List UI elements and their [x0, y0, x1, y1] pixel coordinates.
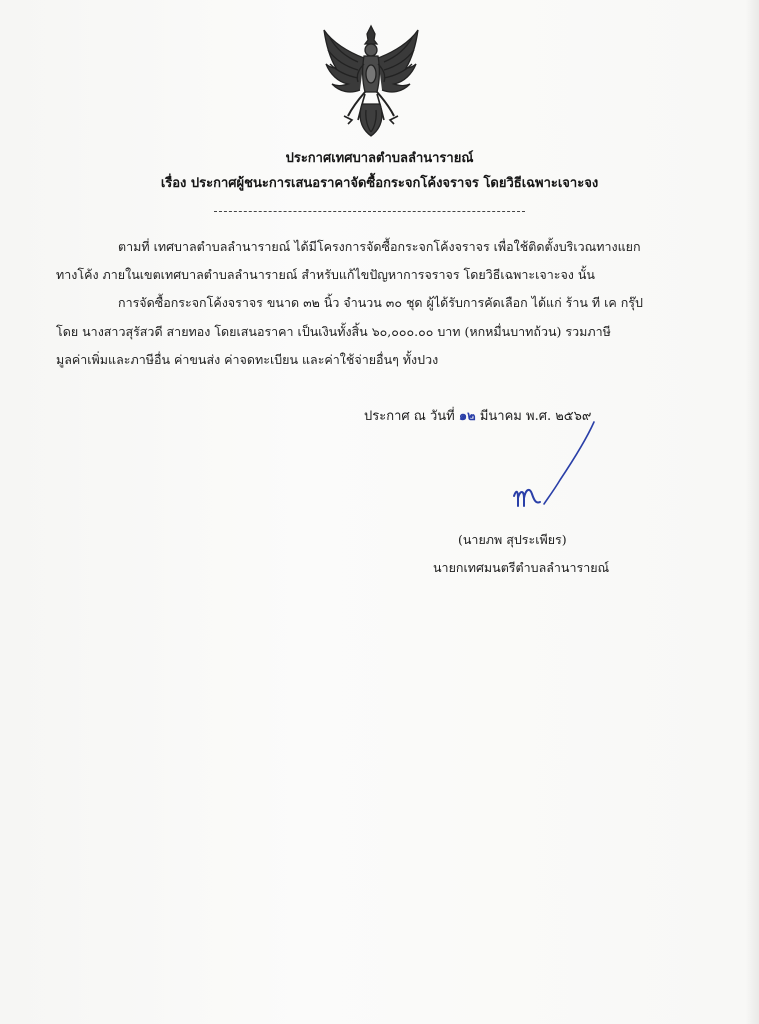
body-line: มูลค่าเพิ่มและภาษีอื่น ค่าขนส่ง ค่าจดทะเบียน และค่าใช้จ่ายอื่นๆ ทั้งปวง — [56, 352, 439, 367]
signer-position: นายกเทศมนตรีตำบลลำนารายณ์ — [433, 560, 610, 575]
signer-name: (นายภพ สุประเพียร) — [458, 532, 567, 547]
body-line: โดย นางสาวสุรัสวดี สายทอง โดยเสนอราคา เป็นเงินทั้งสิ้น ๖๐,๐๐๐.๐๐ บาท (หกหมื่นบาทถ้วน) รวมภาษี — [56, 324, 611, 339]
document-title: ประกาศเทศบาลตำบลลำนารายณ์ — [285, 151, 474, 166]
body-line: ทางโค้ง ภายในเขตเทศบาลตำบลลำนารายณ์ สำหรับแก้ไขปัญหาการจราจร โดยวิธีเฉพาะเจาะจง นั้น — [56, 267, 595, 282]
handwritten-signature-icon — [500, 418, 610, 518]
garuda-emblem-icon — [318, 24, 424, 140]
title-divider — [214, 211, 525, 212]
body-line: ตามที่ เทศบาลตำบลลำนารายณ์ ได้มีโครงการจัดซื้อกระจกโค้งจราจร เพื่อใช้ติดตั้งบริเวณทางแยก — [118, 239, 641, 254]
date-month-year: มีนาคม พ.ศ. ๒๕๖๙ — [479, 409, 592, 424]
date-prefix: ประกาศ ณ วันที่ — [364, 409, 455, 424]
body-line: การจัดซื้อกระจกโค้งจราจร ขนาด ๓๒ นิ้ว จำนวน ๓๐ ชุด ผู้ได้รับการคัดเลือก ได้แก่ ร้าน ที เค กรุ๊ป — [118, 295, 643, 310]
document-subject: เรื่อง ประกาศผู้ชนะการเสนอราคาจัดซื้อกระจกโค้งจราจร โดยวิธีเฉพาะเจาะจง — [160, 176, 599, 191]
date-day: ๑๒ — [458, 409, 476, 424]
